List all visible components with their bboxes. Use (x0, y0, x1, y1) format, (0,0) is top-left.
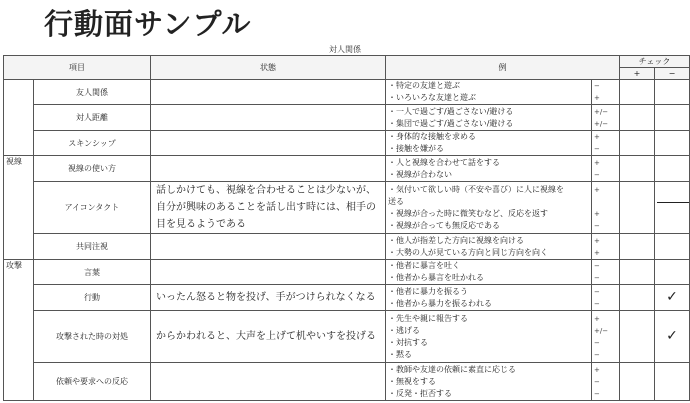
check-plus-cell (620, 105, 655, 131)
example-line: ・視線が合った時に微笑むなど、反応を返す (388, 208, 548, 218)
example-sign: + (594, 158, 600, 167)
table-caption: 対人関係 (329, 45, 361, 54)
example-line: ・身体的な接触を求める (388, 132, 476, 141)
example-line: ・集団で過ごす/過ごさない/避ける (388, 118, 514, 128)
state-text: いったん怒ると物を投げ、手がつけられなくなる (151, 285, 386, 311)
check-plus-cell (620, 131, 655, 156)
example-line: ・人と視線を合わせて話をする (388, 157, 500, 167)
sign-cell (592, 131, 620, 156)
example-cell (386, 182, 592, 234)
item-label: 行動 (34, 285, 151, 311)
check-plus-cell (620, 80, 655, 105)
example-line: ・一人で過ごす/過ごさない/避ける (388, 106, 514, 116)
example-cell (386, 105, 592, 131)
example-sign: +/− (594, 326, 609, 335)
header-check: チェック (620, 56, 690, 68)
sign-cell (592, 156, 620, 182)
example-line: ・他者から暴力を振るわれる (388, 298, 492, 308)
example-cell (386, 131, 592, 156)
example-line: ・他人が指差した方向に視線を向ける (388, 235, 524, 245)
example-sign: − (594, 377, 600, 386)
state-text (151, 105, 386, 131)
check-plus-cell (620, 182, 655, 234)
section-label: 視線 (4, 156, 34, 260)
check-plus-cell (620, 260, 655, 285)
example-sign: +/− (594, 119, 609, 128)
example-cell (386, 285, 592, 311)
table-row (4, 260, 690, 285)
example-line: ・反発・拒否する (388, 388, 452, 398)
table-row (4, 131, 690, 156)
item-label: 共同注視 (34, 234, 151, 260)
example-line: ・気付いて欲しい時（不安や喜び）に人に視線を (388, 184, 564, 194)
example-cell (386, 80, 592, 105)
table-row (4, 156, 690, 182)
state-text (151, 131, 386, 156)
example-line: ・他者に暴言を吐く (388, 261, 460, 270)
check-plus-cell (620, 285, 655, 311)
example-sign: + (594, 209, 600, 218)
state-text: からかわれると、大声を上げて机やいすを投げる (151, 311, 386, 363)
example-sign (594, 196, 617, 208)
example-sign: +/− (594, 107, 609, 116)
check-plus-cell (620, 363, 655, 401)
example-cell (386, 311, 592, 363)
sign-cell (592, 260, 620, 285)
item-label: 友人関係 (34, 80, 151, 105)
example-sign: − (594, 274, 600, 282)
table-row (4, 182, 690, 234)
sign-cell (592, 80, 620, 105)
sign-cell (592, 311, 620, 363)
check-minus-cell (655, 131, 690, 156)
example-line: ・視線が合わない (388, 169, 452, 179)
example-line: ・黙る (388, 349, 412, 359)
example-cell (386, 234, 592, 260)
example-sign: + (594, 185, 600, 194)
table-row (4, 80, 690, 105)
example-sign: + (594, 133, 600, 141)
example-line: ・接触を嫌がる (388, 144, 444, 153)
sign-cell (592, 182, 620, 234)
header-example: 例 (386, 56, 620, 80)
table-row (4, 285, 690, 311)
check-minus-cell (655, 80, 690, 105)
example-sign: − (594, 350, 600, 359)
example-line: 送る (388, 196, 404, 206)
example-sign: + (594, 365, 600, 374)
check-minus-cell (655, 260, 690, 285)
sign-cell (592, 363, 620, 401)
example-cell (386, 260, 592, 285)
state-text: 話しかけても、視線を合わせることは少ないが、自分が興味のあることを話し出す時には、相手の目を見るようである (151, 182, 386, 234)
section-label: 攻撃 (4, 260, 34, 401)
item-label: 対人距離 (34, 105, 151, 131)
header-check-plus: + (620, 68, 655, 80)
item-label: アイコンタクト (34, 182, 151, 234)
header-item: 項目 (4, 56, 151, 80)
example-line: ・特定の友達と遊ぶ (388, 81, 460, 90)
sign-cell (592, 234, 620, 260)
item-label: 依頼や要求への反応 (34, 363, 151, 401)
state-text (151, 260, 386, 285)
check-minus-cell (655, 363, 690, 401)
example-sign: + (594, 236, 600, 245)
example-line: ・無視をする (388, 376, 436, 386)
example-sign: + (594, 94, 600, 102)
state-text (151, 234, 386, 260)
check-minus-cell (655, 234, 690, 260)
check-plus-cell (620, 234, 655, 260)
example-line: ・先生や親に報告する (388, 313, 468, 323)
table-row (4, 234, 690, 260)
table-row (4, 311, 690, 363)
item-label: 視線の使い方 (34, 156, 151, 182)
example-line: ・他者から暴言を吐かれる (388, 273, 484, 282)
example-cell (386, 156, 592, 182)
example-sign: − (594, 221, 600, 230)
item-label: スキンシップ (34, 131, 151, 156)
example-sign: − (594, 145, 600, 153)
example-line: ・対抗する (388, 337, 428, 347)
section-label (4, 80, 34, 156)
example-line: ・いろいろな友達と遊ぶ (388, 93, 476, 102)
dash-mark (657, 202, 690, 214)
check-minus-cell (655, 156, 690, 182)
example-sign: + (594, 314, 600, 323)
state-text (151, 363, 386, 401)
example-line: ・逃げる (388, 325, 420, 335)
table-row (4, 105, 690, 131)
check-mark: ✓ (666, 289, 678, 305)
sign-cell (592, 285, 620, 311)
example-line: ・大勢の人が見ている方向と同じ方向を向く (388, 247, 548, 257)
example-sign: − (594, 170, 600, 179)
check-minus-cell (655, 105, 690, 131)
check-minus-cell (655, 182, 690, 234)
example-sign: − (594, 338, 600, 347)
example-line: ・教師や友達の依頼に素直に応じる (388, 364, 516, 374)
example-sign: − (594, 262, 600, 270)
check-plus-cell (620, 156, 655, 182)
example-sign: − (594, 299, 600, 308)
header-check-minus: − (655, 68, 690, 80)
sign-cell (592, 105, 620, 131)
state-text (151, 80, 386, 105)
check-mark: ✓ (666, 328, 678, 344)
item-label: 攻撃された時の対処 (34, 311, 151, 363)
check-minus-cell (655, 285, 690, 311)
check-minus-cell (655, 311, 690, 363)
header-state: 状態 (151, 56, 386, 80)
item-label: 言葉 (34, 260, 151, 285)
example-sign: − (594, 287, 600, 296)
behavior-table (3, 55, 690, 401)
table-row (4, 363, 690, 401)
example-line: ・他者に暴力を振るう (388, 286, 468, 296)
example-sign: + (594, 248, 600, 257)
check-plus-cell (620, 311, 655, 363)
example-sign: − (594, 82, 600, 90)
example-line: ・視線が合っても無反応である (388, 220, 500, 230)
example-cell (386, 363, 592, 401)
page-title: 行動面サンプル (44, 7, 252, 41)
example-sign: − (594, 389, 600, 398)
state-text (151, 156, 386, 182)
